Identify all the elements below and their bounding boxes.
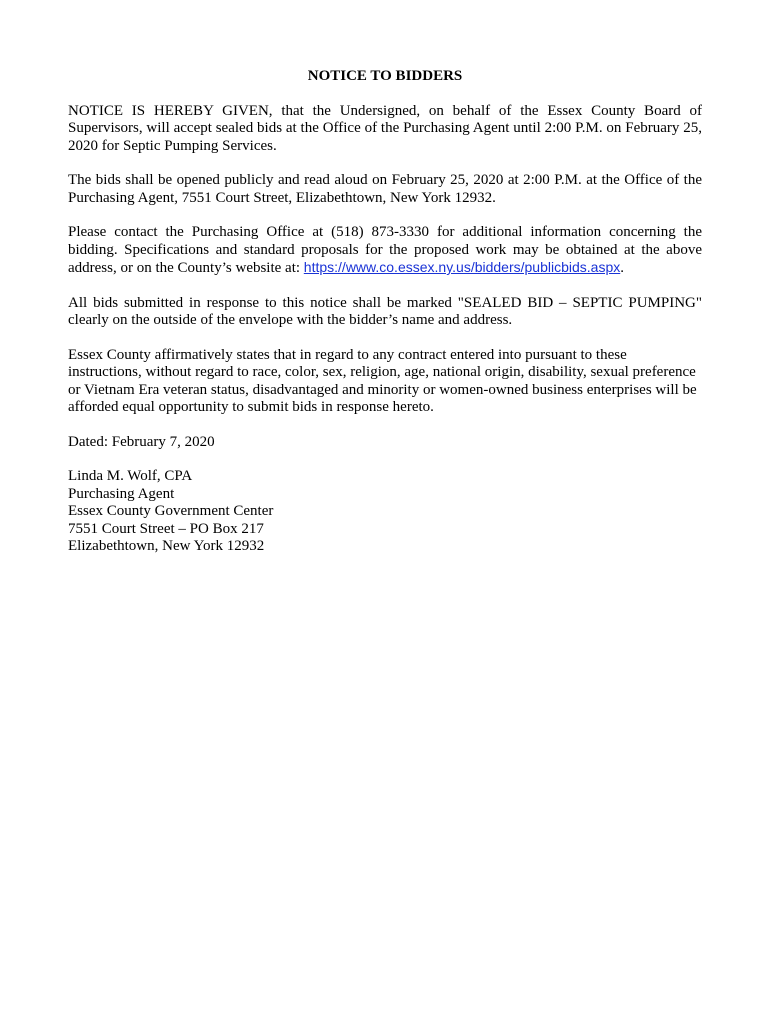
page-title: NOTICE TO BIDDERS	[307, 68, 463, 84]
signer-street: 7551 Court Street – PO Box 217	[68, 520, 264, 537]
bids-website-link[interactable]: https://www.co.essex.ny.us/bidders/publicbids.aspx	[303, 259, 621, 275]
signer-office: Essex County Government Center	[68, 503, 274, 519]
opening-paragraph: The bids shall be opened publicly and read aloud on February 25, 2020 at 2:00 P.M. at the Office of the Purchasing Agent, 7551 Court Street, Elizabethtown, New York 12932.	[68, 172, 702, 206]
contact-text: Please contact the Purchasing Office at (518) 873-3330 for additional information concerning the bidding. Specifications and standard proposals for the proposed work may be obtained at the above address, or on the County’s website at:	[68, 224, 702, 276]
notice-paragraph: NOTICE IS HEREBY GIVEN, that the Undersigned, on behalf of the Essex County Board of Supervisors, will accept sealed bids at the Office of the Purchasing Agent until 2:00 P.M. on February 25, 2020 for Septic Pumping Services.	[68, 102, 702, 154]
signature-block	[68, 468, 702, 556]
contact-paragraph	[68, 224, 702, 278]
contact-text-end: .	[620, 260, 624, 276]
equal-opportunity-paragraph: Essex County affirmatively states that in regard to any contract entered into pursuant to these instructions, without regard to race, color, sex, religion, age, national origin, disability, sexual preference or Vietnam Era veteran status, disadvantaged and minority or women-owned business enterprises will be afforded equal opportunity to submit bids in response hereto.	[68, 346, 697, 415]
marking-paragraph: All bids submitted in response to this notice shall be marked "SEALED BID – SEPTIC PUMPING" clearly on the outside of the envelope with the bidder’s name and address.	[68, 294, 702, 328]
dated-line: Dated: February 7, 2020	[68, 433, 215, 450]
signer-title: Purchasing Agent	[68, 485, 175, 502]
signer-name: Linda M. Wolf, CPA	[68, 468, 193, 484]
signer-city: Elizabethtown, New York 12932	[68, 538, 265, 554]
document-body	[68, 68, 702, 556]
